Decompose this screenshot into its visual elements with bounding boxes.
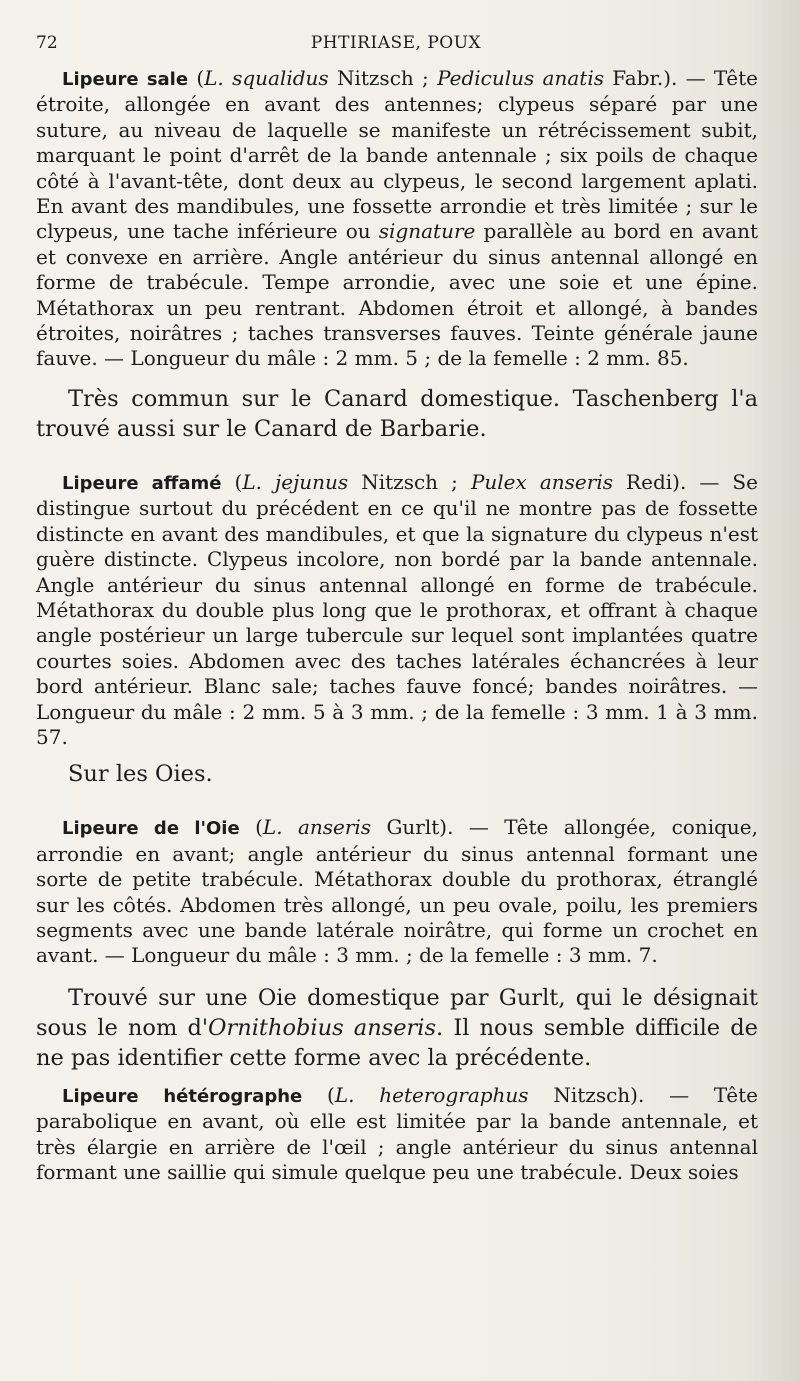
entry-description: — Tête parabolique en avant, où elle est limitée par la bande antennale, et très élargie en arrière de l'œil ; angle antérieur du sinus antennal formant une saillie qui simule quelque peu une trabécule. Deux soies xyxy=(36,1082,758,1184)
entry-description-continued: parallèle au bord en avant et convexe en arrière. Angle antérieur du sinus antennal allongé en forme de trabécule. Tempe arrondie, avec une soie et une épine. Métathorax un peu rentrant. Abdomen étroit et allongé, à bandes étroites, noirâtres ; taches transverses fauves. Teinte générale jaune fauve. — Longueur du mâle : 2 mm. 5 ; de la femelle : 2 mm. 85. xyxy=(36,219,758,371)
synonym-name: Pulex anseris xyxy=(470,469,613,494)
italic-synonym: Ornithobius anseris xyxy=(208,1014,437,1041)
citation-authority: Nitzsch ; xyxy=(348,469,471,494)
species-name: jejunus xyxy=(275,469,349,494)
italic-term: signature xyxy=(378,219,476,244)
species-name: anseris xyxy=(297,815,372,840)
citation-close: Fabr.). xyxy=(603,66,678,90)
genus-abbreviation: L. xyxy=(242,469,276,494)
genus-abbreviation: L. xyxy=(334,1082,380,1107)
entry-title: Lipeure de l'Oie xyxy=(62,818,240,840)
citation-open: ( xyxy=(188,66,205,90)
note-text: Trouvé sur une Oie domestique par Gurlt, qui le désignait sous le nom d' xyxy=(36,984,758,1041)
genus-abbreviation: L. xyxy=(262,815,298,840)
entry-title: Lipeure sale xyxy=(62,69,189,90)
citation-authority: Nitzsch ; xyxy=(328,66,438,90)
citation-open: ( xyxy=(239,815,263,840)
species-entry-lipeure-sale xyxy=(36,66,758,372)
species-entry-lipeure-de-l-oie xyxy=(36,815,758,968)
page-header xyxy=(36,33,756,57)
citation-close: Nitzsch). xyxy=(528,1082,645,1107)
host-note: Sur les Oies. xyxy=(68,761,213,788)
host-note xyxy=(36,983,758,1073)
note-text-continued: . Il nous semble difficile de ne pas identifier cette forme avec la précédente. xyxy=(36,1014,758,1071)
entry-description: — Se distingue surtout du précédent en ce qu'il ne montre pas de fossette distincte en avant des mandibules, et que la signature du clypeus n'est guère distincte. Clypeus incolore, non bordé par la bande antennale. Angle antérieur du sinus antennal allongé en forme de trabécule. Métathorax du double plus long que le prothorax, et offrant à chaque angle postérieur un large tubercule sur lequel sont implantées quatre courtes soies. Abdomen avec des taches latérales échancrées à leur bord antérieur. Blanc sale; taches fauve foncé; bandes noirâtres. — Longueur du mâle : 2 mm. 5 à 3 mm. ; de la femelle : 3 mm. 1 à 3 mm. 57. xyxy=(36,469,758,749)
synonym-name: Pediculus anatis xyxy=(437,66,604,90)
species-entry-lipeure-heterographe xyxy=(36,1083,758,1186)
host-note: Très commun sur le Canard domestique. Taschenberg l'a trouvé aussi sur le Canard de Barbarie. xyxy=(36,385,758,442)
running-title: PHTIRIASE, POUX xyxy=(310,33,482,53)
species-name: heterographus xyxy=(379,1082,529,1107)
citation-open: ( xyxy=(302,1082,335,1107)
genus-abbreviation: L. xyxy=(204,66,233,90)
entry-description: — Tête allongée, conique, arrondie en avant; angle antérieur du sinus antennal formant une sorte de petite trabécule. Métathorax double du prothorax, étranglé sur les côtés. Abdomen très allongé, un peu ovale, poilu, les premiers segments avec une bande latérale noirâtre, qui forme un crochet en avant. — Longueur du mâle : 3 mm. ; de la femelle : 3 mm. 7. xyxy=(36,815,758,968)
entry-description: — Tête étroite, allongée en avant des antennes; clypeus séparé par une suture, au niveau de laquelle se manifeste un rétrécissement subit, marquant le point d'arrêt de la bande antennale ; six poils de chaque côté à l'avant-tête, dont deux au clypeus, le second largement aplati. En avant des mandibules, une fossette arrondie et très limitée ; sur le clypeus, une tache inférieure ou xyxy=(36,66,759,244)
species-name: squalidus xyxy=(232,66,329,90)
citation-open: ( xyxy=(221,469,243,494)
species-entry-lipeure-affame xyxy=(36,470,758,750)
page-number: 72 xyxy=(36,33,58,53)
page-body xyxy=(36,66,758,1185)
citation-close: Gurlt). xyxy=(371,815,454,840)
entry-title: Lipeure affamé xyxy=(62,472,222,494)
entry-title: Lipeure hétérographe xyxy=(62,1085,303,1107)
citation-close: Redi). xyxy=(612,469,687,494)
